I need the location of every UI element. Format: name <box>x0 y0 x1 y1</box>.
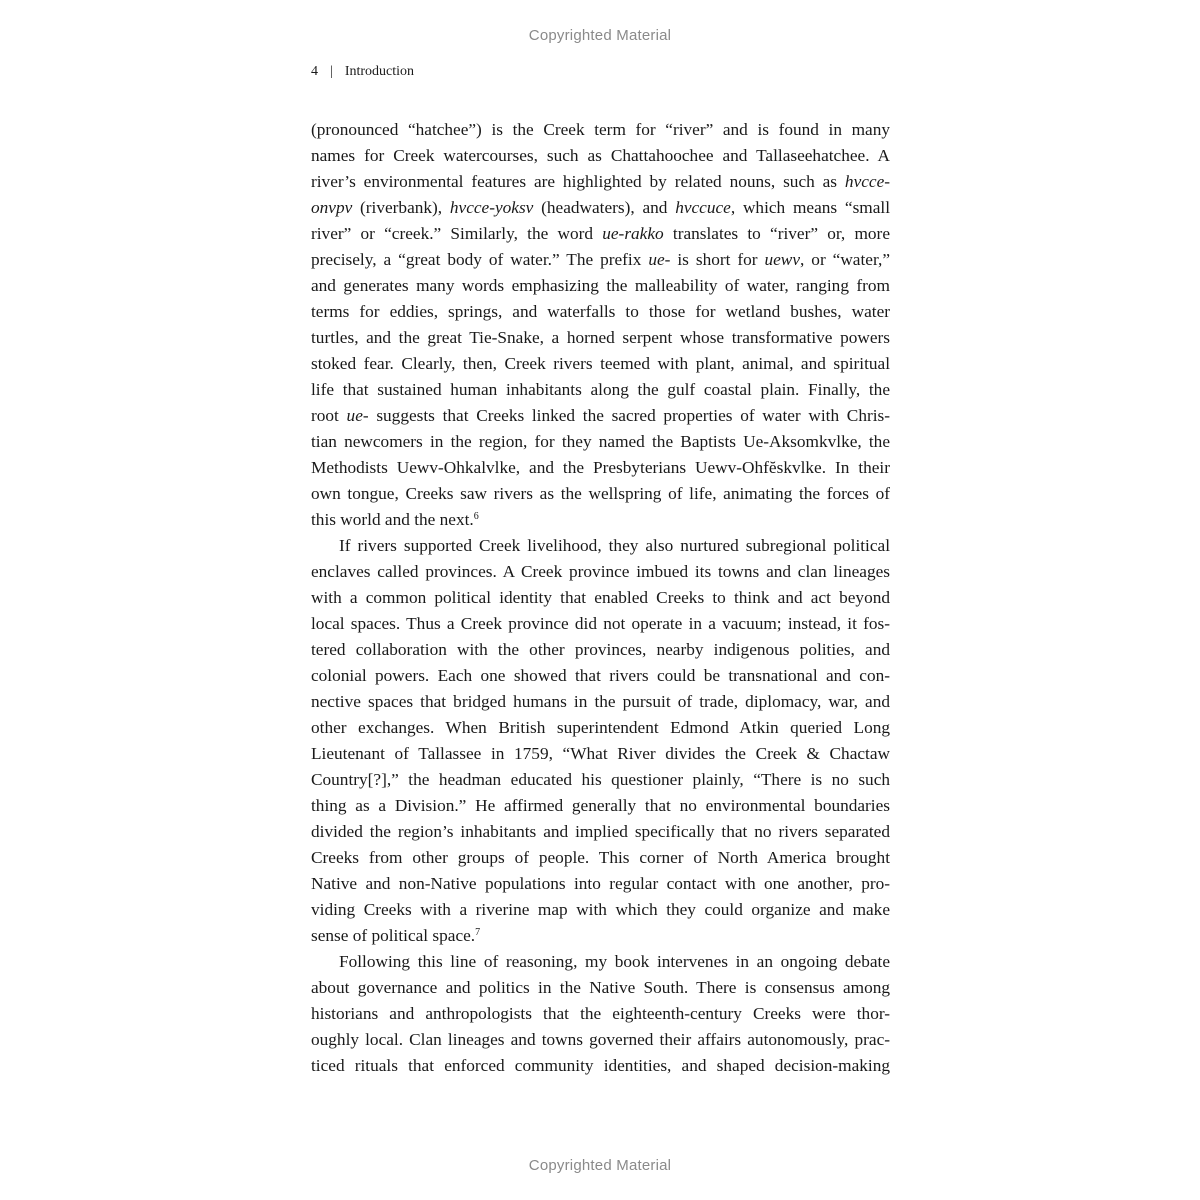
text-line <box>311 585 890 611</box>
text-run: sense of political space. <box>311 926 476 945</box>
text-run: Methodists Uewv-Ohkalvlke, and the Presbyterians Uewv-Ohfĕskvlke. In their <box>311 458 890 477</box>
running-head-separator: | <box>330 64 333 79</box>
text-run: other exchanges. When British superintendent Edmond Atkin queried Long <box>311 718 890 737</box>
text-run: river’s environmental features are highlighted by related nouns, such as <box>311 172 845 191</box>
text-run: Creeks from other groups of people. This corner of North America brought <box>311 848 890 867</box>
text-run: life that sustained human inhabitants along the gulf coastal plain. Finally, the <box>311 380 890 399</box>
italic-term: ue- <box>648 250 671 269</box>
text-run: divided the region’s inhabitants and implied specifically that no rivers separated <box>311 822 890 841</box>
text-line <box>311 1053 890 1079</box>
text-run: with a common political identity that enabled Creeks to think and act beyond <box>311 588 890 607</box>
text-line <box>311 325 890 351</box>
text-run: and generates many words emphasizing the malleability of water, ranging from <box>311 276 890 295</box>
text-run: , which means “small <box>730 198 890 217</box>
text-run: (riverbank), <box>352 198 450 217</box>
text-run: If rivers supported Creek livelihood, they also nurtured subregional political <box>339 536 890 555</box>
text-run: (headwaters), and <box>533 198 676 217</box>
text-line <box>311 403 890 429</box>
body-text <box>311 117 890 1079</box>
text-run: suggests that Creeks linked the sacred properties of water with Chris- <box>368 406 890 425</box>
text-line <box>311 247 890 273</box>
text-line <box>311 221 890 247</box>
text-run: oughly local. Clan lineages and towns governed their affairs autonomously, prac- <box>311 1030 890 1049</box>
italic-term: ue-rakko <box>602 224 664 243</box>
italic-term: hvcce- <box>844 172 890 191</box>
italic-term: hvcce-yoksv <box>449 198 534 217</box>
text-line <box>311 143 890 169</box>
text-line <box>311 793 890 819</box>
text-line <box>311 117 890 143</box>
text-run: historians and anthropologists that the eighteenth-century Creeks were thor- <box>311 1004 890 1023</box>
running-head <box>311 64 414 80</box>
text-run: Country[?],” the headman educated his questioner plainly, “There is no such <box>311 770 890 789</box>
text-line <box>311 273 890 299</box>
text-run: tered collaboration with the other provinces, nearby indigenous polities, and <box>311 640 890 659</box>
text-line <box>311 559 890 585</box>
text-line <box>311 195 890 221</box>
italic-term: hvccuce <box>675 198 731 217</box>
copyright-watermark-top: Copyrighted Material <box>528 27 672 44</box>
text-run: precisely, a “great body of water.” The prefix <box>311 250 649 269</box>
text-line <box>311 741 890 767</box>
section-title: Introduction <box>344 64 415 79</box>
text-line <box>311 299 890 325</box>
text-run: colonial powers. Each one showed that rivers could be transnational and con- <box>311 666 890 685</box>
text-line <box>311 455 890 481</box>
text-run: , or “water,” <box>800 250 890 269</box>
text-run: is short for <box>670 250 765 269</box>
text-line <box>311 429 890 455</box>
text-line <box>311 715 890 741</box>
copyright-watermark-bottom: Copyrighted Material <box>528 1157 672 1174</box>
text-run: own tongue, Creeks saw rivers as the wellspring of life, animating the forces of <box>311 484 890 503</box>
text-line <box>311 923 890 949</box>
text-line <box>311 377 890 403</box>
text-line <box>311 351 890 377</box>
text-run: root <box>311 406 347 425</box>
text-run: this world and the next. <box>311 510 474 529</box>
text-run: Lieutenant of Tallassee in 1759, “What River divides the Creek & Chactaw <box>311 744 890 763</box>
text-run: local spaces. Thus a Creek province did not operate in a vacuum; instead, it fos- <box>311 614 890 633</box>
text-line <box>311 611 890 637</box>
text-run: ticed rituals that enforced community identities, and shaped decision-making <box>311 1056 890 1075</box>
text-line <box>311 871 890 897</box>
text-run: tian newcomers in the region, for they named the Baptists Ue-Aksomkvlke, the <box>311 432 890 451</box>
text-run: thing as a Division.” He affirmed generally that no environmental boundaries <box>311 796 890 815</box>
text-run: river” or “creek.” Similarly, the word <box>311 224 603 243</box>
text-line <box>311 1027 890 1053</box>
text-line <box>311 897 890 923</box>
text-run: about governance and politics in the Native South. There is consensus among <box>311 978 890 997</box>
text-line <box>311 975 890 1001</box>
text-line <box>311 845 890 871</box>
footnote-ref: 7 <box>475 927 481 938</box>
text-run: nective spaces that bridged humans in the pursuit of trade, diplomacy, war, and <box>311 692 890 711</box>
text-line <box>311 949 890 975</box>
text-line <box>311 689 890 715</box>
text-run: stoked fear. Clearly, then, Creek rivers teemed with plant, animal, and spiritual <box>311 354 890 373</box>
text-run: enclaves called provinces. A Creek province imbued its towns and clan lineages <box>311 562 890 581</box>
italic-term: uewv <box>764 250 801 269</box>
text-run: Following this line of reasoning, my book intervenes in an ongoing debate <box>339 952 890 971</box>
text-line <box>311 637 890 663</box>
text-line <box>311 819 890 845</box>
italic-term: onvpv <box>311 198 353 217</box>
text-run: Native and non-Native populations into regular contact with one another, pro- <box>311 874 890 893</box>
text-run: terms for eddies, springs, and waterfalls to those for wetland bushes, water <box>311 302 890 321</box>
text-line <box>311 533 890 559</box>
text-line <box>311 1001 890 1027</box>
text-run: names for Creek watercourses, such as Chattahoochee and Tallaseehatchee. A <box>311 146 890 165</box>
italic-term: ue- <box>346 406 369 425</box>
text-run: viding Creeks with a riverine map with which they could organize and make <box>311 900 890 919</box>
text-line <box>311 169 890 195</box>
page-number: 4 <box>311 64 318 79</box>
text-run: turtles, and the great Tie-Snake, a horned serpent whose transformative powers <box>311 328 890 347</box>
text-line <box>311 663 890 689</box>
text-run: (pronounced “hatchee”) is the Creek term for “river” and is found in many <box>311 120 890 139</box>
text-line <box>311 481 890 507</box>
text-run: translates to “river” or, more <box>663 224 890 243</box>
footnote-ref: 6 <box>473 511 479 522</box>
text-line <box>311 507 890 533</box>
text-line <box>311 767 890 793</box>
